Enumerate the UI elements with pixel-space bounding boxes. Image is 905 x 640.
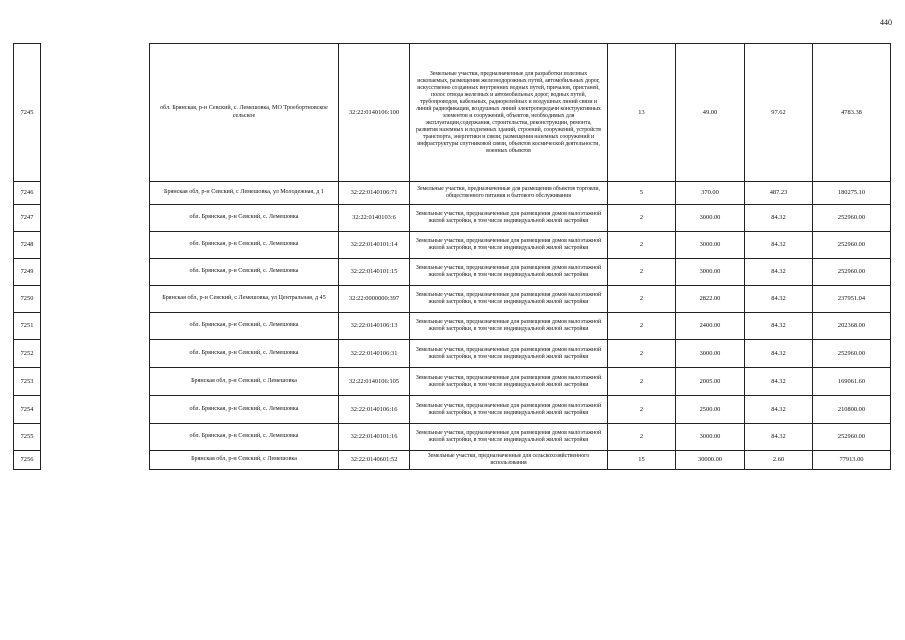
- row-id-cell: 7256: [14, 451, 41, 470]
- group-cell: 2: [608, 259, 676, 286]
- rate-cell: 84.32: [745, 259, 813, 286]
- rate-cell: 97.62: [745, 44, 813, 182]
- table-row: [14, 396, 891, 424]
- group-cell: 5: [608, 182, 676, 205]
- cadastral-number-cell: 32:22:0140106:31: [339, 340, 410, 368]
- table-row: [14, 424, 891, 451]
- address-cell: обл. Брянская, р-н Севский, с. Лемешовка: [150, 232, 339, 259]
- rate-cell: 84.32: [745, 205, 813, 232]
- group-cell: 2: [608, 340, 676, 368]
- row-id-cell: 7246: [14, 182, 41, 205]
- row-id-cell: 7247: [14, 205, 41, 232]
- row-id-cell: 7253: [14, 368, 41, 396]
- address-cell: обл. Брянская, р-н Севский, с. Лемешовка, МО Троебортновское сельское: [150, 44, 339, 182]
- rate-cell: 84.32: [745, 340, 813, 368]
- group-cell: 15: [608, 451, 676, 470]
- area-cell: 370.00: [676, 182, 745, 205]
- cadastral-number-cell: 32:22:0140106:100: [339, 44, 410, 182]
- rate-cell: 2.60: [745, 451, 813, 470]
- blank-cell: [41, 313, 150, 340]
- cadastral-number-cell: 32:22:0140103:6: [339, 205, 410, 232]
- area-cell: 2005.00: [676, 368, 745, 396]
- area-cell: 2400.00: [676, 313, 745, 340]
- group-cell: 2: [608, 205, 676, 232]
- value-cell: 77913.00: [813, 451, 891, 470]
- group-cell: 2: [608, 313, 676, 340]
- land-use-cell: Земельные участки, предназначенные для размещения домов малоэтажной жилой застройки, в том числе индивидуальной жилой застройки: [410, 313, 608, 340]
- table-row: [14, 286, 891, 313]
- rate-cell: 84.32: [745, 286, 813, 313]
- value-cell: 210800.00: [813, 396, 891, 424]
- table-row: [14, 340, 891, 368]
- area-cell: 3000.00: [676, 424, 745, 451]
- area-cell: 3000.00: [676, 232, 745, 259]
- row-id-cell: 7250: [14, 286, 41, 313]
- blank-cell: [41, 232, 150, 259]
- page-number: 440: [880, 18, 892, 27]
- rate-cell: 84.32: [745, 313, 813, 340]
- rate-cell: 84.32: [745, 396, 813, 424]
- value-cell: 237951.04: [813, 286, 891, 313]
- land-use-cell: Земельные участки, предназначенные для сельскохозяйственного использования: [410, 451, 608, 470]
- land-use-cell: Земельные участки, предназначенные для размещения объектов торговли, общественного питания и бытового обслуживания: [410, 182, 608, 205]
- table-row: [14, 232, 891, 259]
- land-parcels-table: [13, 43, 891, 470]
- table-row: [14, 368, 891, 396]
- area-cell: 2500.00: [676, 396, 745, 424]
- address-cell: обл. Брянская, р-н Севский, с. Лемешовка: [150, 205, 339, 232]
- table-row: [14, 451, 891, 470]
- land-use-cell: Земельные участки, предназначенные для размещения домов малоэтажной жилой застройки, в том числе индивидуальной жилой застройки: [410, 259, 608, 286]
- cadastral-number-cell: 32:22:0140106:105: [339, 368, 410, 396]
- land-use-cell: Земельные участки, предназначенные для размещения домов малоэтажной жилой застройки, в том числе индивидуальной жилой застройки: [410, 368, 608, 396]
- land-use-cell: Земельные участки, предназначенные для размещения домов малоэтажной жилой застройки, в том числе индивидуальной жилой застройки: [410, 424, 608, 451]
- blank-cell: [41, 44, 150, 182]
- value-cell: 252960.00: [813, 232, 891, 259]
- rate-cell: 84.32: [745, 232, 813, 259]
- blank-cell: [41, 451, 150, 470]
- table-row: [14, 182, 891, 205]
- row-id-cell: 7255: [14, 424, 41, 451]
- rate-cell: 84.32: [745, 368, 813, 396]
- row-id-cell: 7251: [14, 313, 41, 340]
- address-cell: Брянская обл, р-н Севский, с Лемешовка: [150, 451, 339, 470]
- blank-cell: [41, 340, 150, 368]
- cadastral-number-cell: 32:22:0140106:71: [339, 182, 410, 205]
- table-row: [14, 44, 891, 182]
- area-cell: 30000.00: [676, 451, 745, 470]
- land-use-cell: Земельные участки, предназначенные для разработки полезных ископаемых, размещения железнодорожных путей, автомобильных дорог, искусственно созданных внутренних водных путей, причалов, пристаней, полос отвода железных и автомобильных дорог, водных путей, трубопроводов, кабельных, радиорелейных и воздушных линий связи и линий радиофикации, воздушных линий электропередачи конструктивных элементов и сооружений, объектов, необходимых для эксплуатации,содержания, строительства, реконструкции, ремонта, развития наземных и подземных зданий, строений, сооружений, устройств транспорта, энергетики и связи; размещения наземных сооружений и инфраструктуры спутниковой связи, объектов космической деятельности, военных объектов: [410, 44, 608, 182]
- table-row: [14, 259, 891, 286]
- address-cell: обл. Брянская, р-н Севский, с. Лемешовка: [150, 424, 339, 451]
- address-cell: Брянская обл, р-н Севский, с Лемешовка, ул Молодежная, д 1: [150, 182, 339, 205]
- blank-cell: [41, 396, 150, 424]
- cadastral-number-cell: 32:22:0000000:397: [339, 286, 410, 313]
- cadastral-number-cell: 32:22:0140101:15: [339, 259, 410, 286]
- area-cell: 3000.00: [676, 259, 745, 286]
- value-cell: 252960.00: [813, 340, 891, 368]
- area-cell: 3000.00: [676, 205, 745, 232]
- table-body: [14, 44, 891, 470]
- value-cell: 202368.00: [813, 313, 891, 340]
- row-id-cell: 7248: [14, 232, 41, 259]
- cadastral-number-cell: 32:22:0140106:13: [339, 313, 410, 340]
- land-use-cell: Земельные участки, предназначенные для размещения домов малоэтажной жилой застройки, в том числе индивидуальной жилой застройки: [410, 396, 608, 424]
- area-cell: 3000.00: [676, 340, 745, 368]
- value-cell: 252960.00: [813, 424, 891, 451]
- cadastral-number-cell: 32:22:0140106:16: [339, 396, 410, 424]
- land-use-cell: Земельные участки, предназначенные для размещения домов малоэтажной жилой застройки, в том числе индивидуальной жилой застройки: [410, 232, 608, 259]
- table-row: [14, 313, 891, 340]
- value-cell: 169061.60: [813, 368, 891, 396]
- land-use-cell: Земельные участки, предназначенные для размещения домов малоэтажной жилой застройки, в том числе индивидуальной жилой застройки: [410, 286, 608, 313]
- blank-cell: [41, 182, 150, 205]
- group-cell: 2: [608, 286, 676, 313]
- address-cell: обл. Брянская, р-н Севский, с. Лемешовка: [150, 396, 339, 424]
- group-cell: 2: [608, 396, 676, 424]
- value-cell: 180275.10: [813, 182, 891, 205]
- row-id-cell: 7252: [14, 340, 41, 368]
- area-cell: 2822.00: [676, 286, 745, 313]
- row-id-cell: 7249: [14, 259, 41, 286]
- blank-cell: [41, 205, 150, 232]
- row-id-cell: 7245: [14, 44, 41, 182]
- value-cell: 252960.00: [813, 259, 891, 286]
- address-cell: Брянская обл, р-н Севский, с Лемешовка, ул Центральная, д 45: [150, 286, 339, 313]
- group-cell: 2: [608, 232, 676, 259]
- value-cell: 4783.38: [813, 44, 891, 182]
- address-cell: обл. Брянская, р-н Севский, с. Лемешовка: [150, 313, 339, 340]
- area-cell: 49.00: [676, 44, 745, 182]
- blank-cell: [41, 259, 150, 286]
- cadastral-number-cell: 32:22:0140101:16: [339, 424, 410, 451]
- group-cell: 2: [608, 368, 676, 396]
- table-row: [14, 205, 891, 232]
- blank-cell: [41, 424, 150, 451]
- land-use-cell: Земельные участки, предназначенные для размещения домов малоэтажной жилой застройки, в том числе индивидуальной жилой застройки: [410, 205, 608, 232]
- rate-cell: 84.32: [745, 424, 813, 451]
- group-cell: 2: [608, 424, 676, 451]
- blank-cell: [41, 286, 150, 313]
- address-cell: обл. Брянская, р-н Севский, с. Лемешовка: [150, 340, 339, 368]
- row-id-cell: 7254: [14, 396, 41, 424]
- cadastral-number-cell: 32:22:0140601:52: [339, 451, 410, 470]
- value-cell: 252960.00: [813, 205, 891, 232]
- address-cell: Брянская обл, р-н Севский, с Лемешовка: [150, 368, 339, 396]
- blank-cell: [41, 368, 150, 396]
- group-cell: 13: [608, 44, 676, 182]
- rate-cell: 487.23: [745, 182, 813, 205]
- address-cell: обл. Брянская, р-н Севский, с. Лемешовка: [150, 259, 339, 286]
- land-use-cell: Земельные участки, предназначенные для размещения домов малоэтажной жилой застройки, в том числе индивидуальной жилой застройки: [410, 340, 608, 368]
- cadastral-number-cell: 32:22:0140101:14: [339, 232, 410, 259]
